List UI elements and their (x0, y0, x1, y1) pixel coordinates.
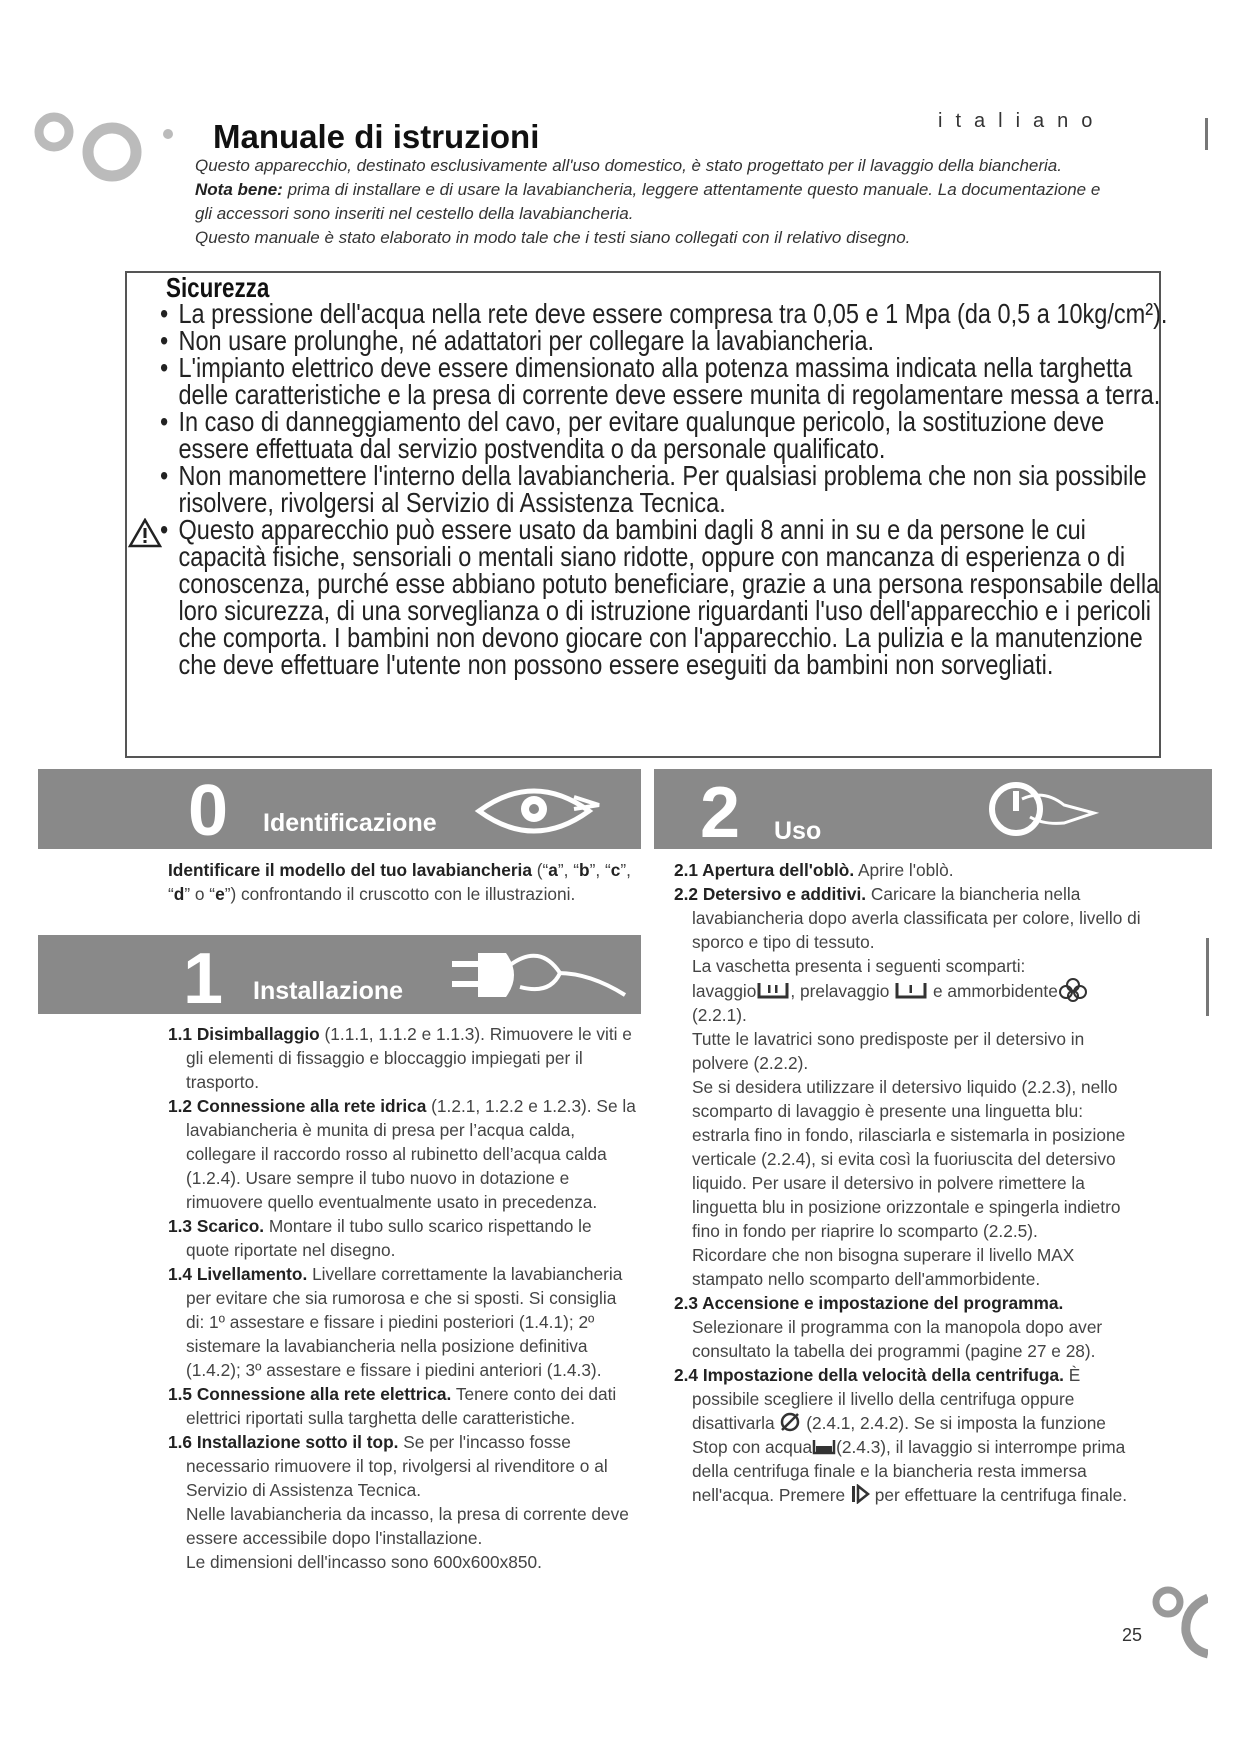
install-item: 1.5 Connessione alla rete elettrica. Tenere conto dei dati elettrici riportati sulla targhetta delle caratteristiche. (168, 1384, 617, 1428)
sicurezza-title: Sicurezza (166, 272, 270, 303)
intro-text (195, 154, 1105, 250)
sicurezza-list (160, 298, 1168, 680)
nota-bene-label: Nota bene: (195, 180, 283, 199)
sicurezza-item: • Questo apparecchio può essere usato da bambini dagli 8 anni in su e da persone le cui capacità fisiche, sensoriali o mentali siano ridotte, oppure con mancanza di esperienza o di conoscenza, purché esse abbiano potuto beneficiare, grazie a una persona responsabile della loro sicurezza, di una sorveglianza o di istruzione riguardanti l'uso dell'apparecchio e i pericoli che comporta. I bambini non devono giocare con l'apparecchio. La pulizia e la manutenzione che deve effettuare l'utente non possono essere eseguiti da bambini non sorvegliati. (160, 514, 1160, 680)
brand-logo-circles (32, 110, 182, 190)
bullet-icon: • (160, 460, 169, 491)
section-0-number: 0 (188, 771, 229, 851)
section-0-header (38, 769, 641, 849)
bullet-icon: • (160, 352, 169, 383)
section-1-title: Installazione (253, 977, 404, 1005)
use-item: 2.1 Apertura dell'oblò. Aprire l'oblò. (674, 860, 954, 880)
section-1-number: 1 (183, 939, 224, 1019)
install-item: 1.2 Connessione alla rete idrica (1.2.1, 1.2.2 e 1.2.3). Se la lavabiancheria è munita di presa per l’acqua calda, collegare il raccordo rosso al rubinetto dell’acqua calda (1.2.4). Usare sempre il tubo nuovo in dotazione e rimuovere quello eventualmente usato in precedenza. (168, 1096, 636, 1212)
section-0-paragraph: Identificare il modello del tuo lavabiancheria (“a”, “b”, “c”, “d” o “e”) confrontando il cruscotto con le illustrazioni. (168, 860, 631, 904)
edge-mark (1206, 938, 1209, 1016)
section-1-content (168, 1022, 638, 1574)
hand-press-icon (984, 779, 1104, 839)
section-2-number: 2 (700, 773, 741, 853)
intro-paragraph-2 (195, 178, 1105, 226)
sicurezza-item: • Non usare prolunghe, né adattatori per collegare la lavabiancheria. (160, 325, 875, 356)
use-item: 2.3 Accensione e impostazione del programma. (674, 1293, 1064, 1313)
bullet-icon: • (160, 298, 169, 329)
intro-paragraph-1: Questo apparecchio, destinato esclusivamente all'uso domestico, è stato progettato per il lavaggio della biancheria. (195, 156, 1062, 175)
section-1-header (38, 935, 641, 1019)
bullet-icon: • (160, 406, 169, 437)
warning-triangle-icon (128, 518, 162, 548)
sicurezza-item: • In caso di danneggiamento del cavo, per evitare qualunque pericolo, la sostituzione deve essere effettuata dal servizio postvendita o da personale qualificato. (160, 406, 1105, 464)
no-spin-icon (779, 1411, 801, 1433)
section-2-title: Uso (774, 817, 822, 845)
install-extra: Nelle lavabiancheria da incasso, la presa di corrente deve essere accessibile dopo l'installazione. (186, 1504, 629, 1548)
language-label: italiano (938, 110, 1106, 132)
prewash-compartment-icon (894, 980, 928, 1000)
sicurezza-item: • Non manomettere l'interno della lavabiancheria. Per qualsiasi problema che non sia possibile risolvere, rivolgersi al Servizio di Assistenza Tecnica. (160, 460, 1147, 518)
page-number: 25 (1122, 1625, 1143, 1645)
install-extra: Le dimensioni dell'incasso sono 600x600x850. (186, 1552, 542, 1572)
eye-icon (474, 779, 604, 839)
section-0-content (168, 858, 638, 906)
start-spin-icon (850, 1484, 870, 1504)
bullet-icon: • (160, 325, 169, 356)
main-wash-compartment-icon (756, 980, 790, 1000)
install-item: 1.4 Livellamento. Livellare correttamente la lavabiancheria per evitare che sia rumorosa e che si sposti. Si consiglia di: 1º assestare e fissare i piedini posteriori (1.4.1); 2º sistemare la lavabiancheria nella posizione definitiva (1.4.2); 3º assestare e fissare i piedini anteriori (1.4.3). (168, 1264, 623, 1380)
page-title: Manuale di istruzioni (213, 118, 540, 155)
brand-logo-circles-bottom (1148, 1580, 1208, 1660)
edge-mark (1205, 118, 1208, 150)
bullet-icon: • (160, 514, 169, 545)
section-2-content: 2.1 Apertura dell'oblò. Aprire l'oblò. 2.2 Detersivo e additivi. Caricare la biancheria nella lavabiancheria dopo averla classificata per colore, livello di sporco e tipo di tessuto. La vaschetta presenta i seguenti scomparti: lavaggio , prelavaggio e ammorbidente (2.2.1). Tutte le lavatrici sono predisposte per il detersivo in polvere (2.2.2). Se si desidera utilizzare il detersivo liquido (2.2.3), nello scomparto di lavaggio è presente una linguetta blu: estrarla fino in fondo, rilasciarla e sistemarla in posizione verticale (2.2.4), si evita così la fuoriuscita del detersivo liquido. Per usare il detersivo in polvere rimettere la linguetta blu in posizione orizzontale e spingerla indietro fino in fondo per riaprire lo scomparto (2.2.5). Ricordare che non bisogna superare il livello MAX stampato nello scomparto dell'ammorbidente. 2.3 Accensione e impostazione del programma. Selezionare il programma con la manopola dopo aver consultato la tabella dei programmi (pagine 27 e 28). 2.4 Impostazione della velocità della centrifuga. È possibile scegliere il livello della centrifuga oppure disattivarla (2.4.1, 2.4.2). Se si imposta la funzione Stop con acqua (2.4.3), il lavaggio si interrompe prima della centrifuga finale e la biancheria resta immersa nell'acqua. Premere per effettuare la centrifuga finale. (674, 858, 1144, 1507)
section-0-title: Identificazione (263, 809, 437, 837)
install-item: 1.6 Installazione sotto il top. Se per l'incasso fosse necessario rimuovere il top, rivolgersi al rivenditore o al Servizio di Assistenza Tecnica. (168, 1432, 608, 1500)
softener-flower-icon (1058, 978, 1088, 1002)
install-item: 1.1 Disimballaggio (1.1.1, 1.1.2 e 1.1.3). Rimuovere le viti e gli elementi di fissaggio e bloccaggio impiegati per il trasporto. (168, 1024, 632, 1092)
section-2-header (654, 769, 1212, 853)
use-item: 2.4 Impostazione della velocità della centrifuga. È possibile scegliere il livello della centrifuga oppure disattivarla (2.4.1, 2.4.2). Se si imposta la funzione Stop con acqua (2.4.3), il lavaggio si interrompe prima della centrifuga finale e la biancheria resta immersa nell'acqua. Premere per effettuare la centrifuga finale. (674, 1365, 1128, 1505)
sicurezza-item: • La pressione dell'acqua nella rete deve essere compresa tra 0,05 e 1 Mpa (da 0,5 a 10kg/cm²). (160, 298, 1168, 329)
stop-with-water-icon (812, 1437, 836, 1455)
plug-icon (450, 943, 630, 1007)
nota-bene-text: prima di installare e di usare la lavabiancheria, leggere attentamente questo manuale. La documentazione e gli accessori sono inseriti nel cestello della lavabiancheria. (195, 180, 1101, 223)
install-item: 1.3 Scarico. Montare il tubo sullo scarico rispettando le quote riportate nel disegno. (168, 1216, 592, 1260)
use-item: 2.2 Detersivo e additivi. Caricare la biancheria nella lavabiancheria dopo averla classificata per colore, livello di sporco e tipo di tessuto. (674, 884, 1141, 952)
intro-paragraph-3: Questo manuale è stato elaborato in modo tale che i testi siano collegati con il relativo disegno. (195, 228, 911, 247)
sicurezza-item: • L'impianto elettrico deve essere dimensionato alla potenza massima indicata nella targhetta delle caratteristiche e la presa di corrente deve essere munita di regolamentare messa a terra. (160, 352, 1161, 410)
identify-lead: Identificare il modello del tuo lavabiancheria (168, 860, 532, 880)
